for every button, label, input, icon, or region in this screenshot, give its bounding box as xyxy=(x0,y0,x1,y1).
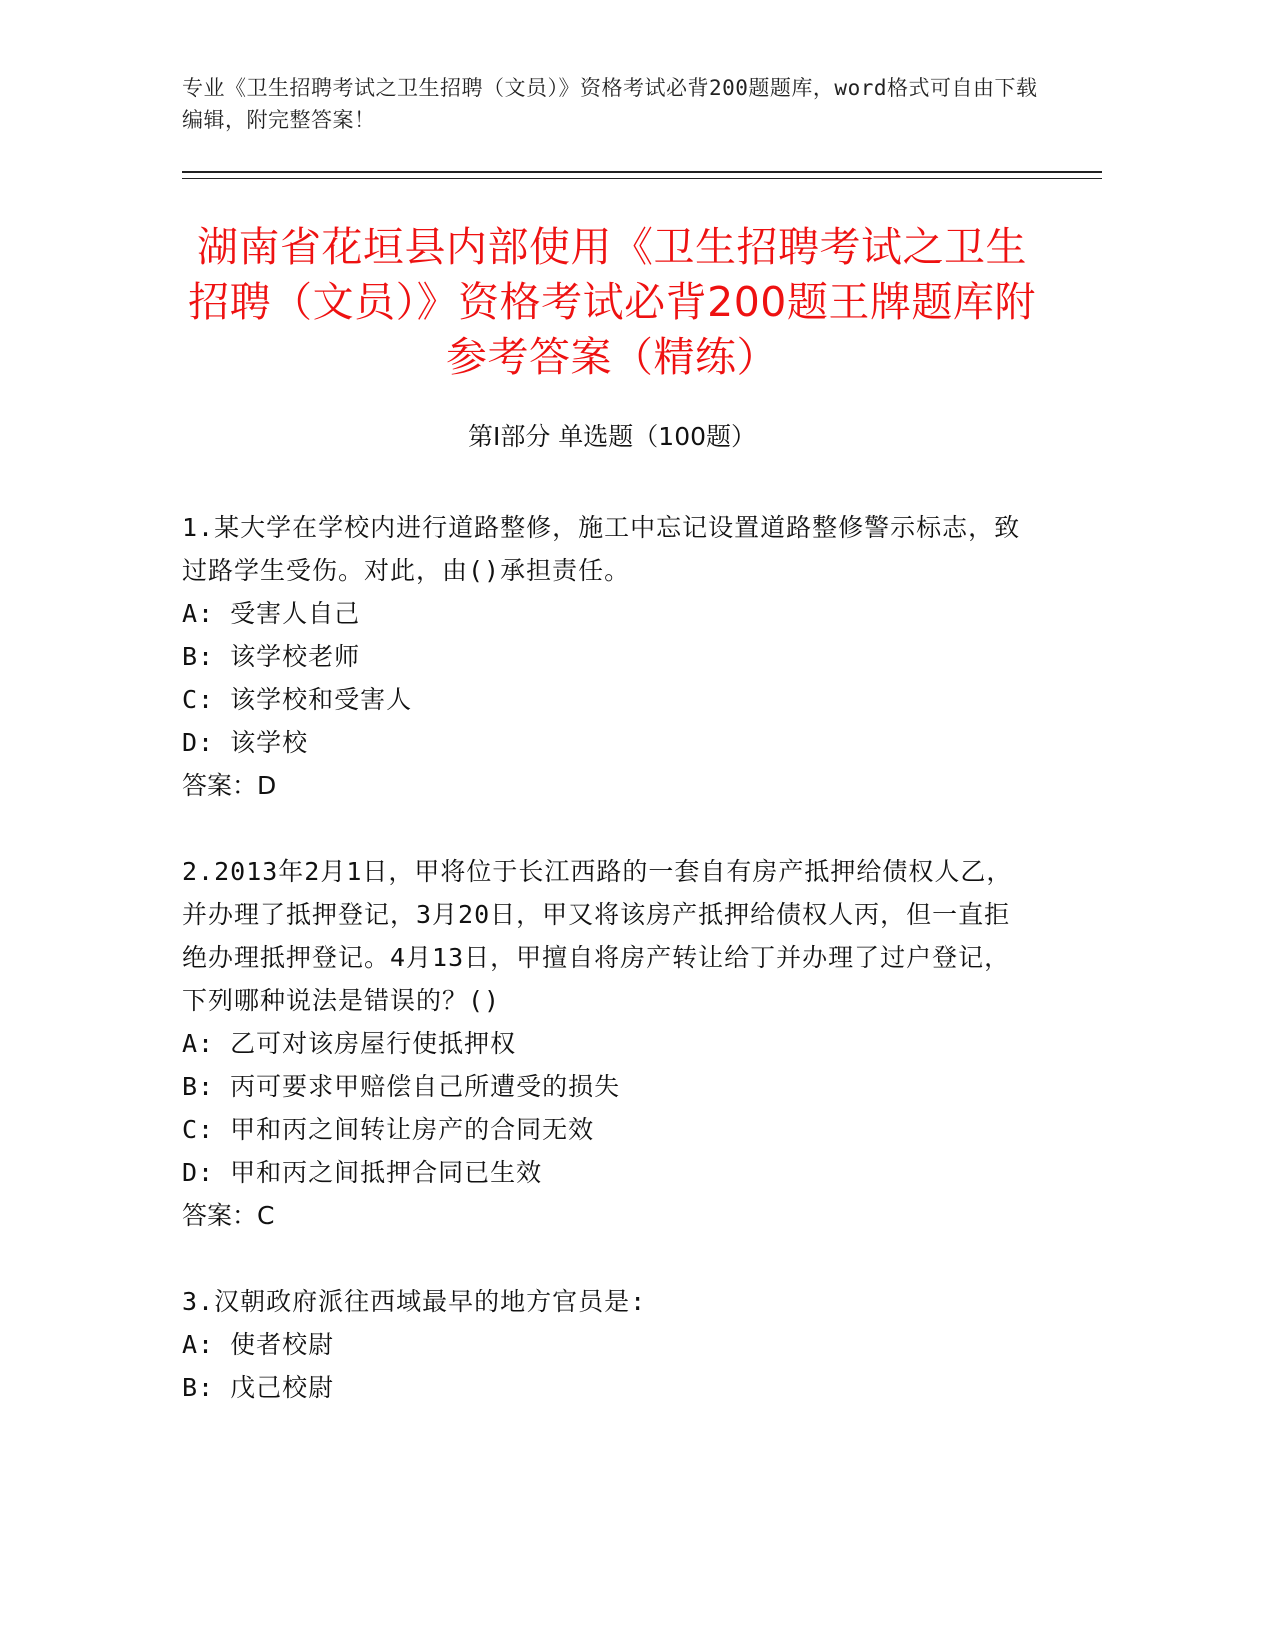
answer-line: 答案：D xyxy=(182,771,277,800)
option-a: A: 乙可对该房屋行使抵押权 xyxy=(182,1029,517,1058)
header-rule-thick xyxy=(182,171,1102,173)
question-3 xyxy=(182,1280,1032,1409)
option-d: D: 该学校 xyxy=(182,728,309,757)
option-c: C: 该学校和受害人 xyxy=(182,685,413,714)
section-title: 第Ⅰ部分 单选题（100题） xyxy=(467,422,757,451)
question-1 xyxy=(182,506,1032,807)
option-a: A: 受害人自己 xyxy=(182,599,361,628)
option-b: B: 戊己校尉 xyxy=(182,1373,335,1402)
question-stem: 2.2013年2月1日，甲将位于长江西路的一套自有房产抵押给债权人乙，并办理了抵押登记，3月20日，甲又将该房产抵押给债权人丙，但一直拒绝办理抵押登记。4月13日，甲擅自将房产转让给丁并办理了过户登记，下列哪种说法是错误的？() xyxy=(182,857,1013,1015)
option-d: D: 甲和丙之间抵押合同已生效 xyxy=(182,1158,543,1187)
header-rule-thin xyxy=(182,178,1102,179)
question-stem: 3.汉朝政府派往西域最早的地方官员是: xyxy=(182,1287,647,1316)
document-title: 湖南省花垣县内部使用《卫生招聘考试之卫生招聘（文员）》资格考试必背200题王牌题库附参考答案（精练） xyxy=(188,223,1036,381)
option-c: C: 甲和丙之间转让房产的合同无效 xyxy=(182,1115,595,1144)
question-list xyxy=(182,506,1032,1452)
header-note: 专业《卫生招聘考试之卫生招聘（文员）》资格考试必背200题题库，word格式可自由下载编辑，附完整答案！ xyxy=(182,76,1038,132)
question-2 xyxy=(182,850,1032,1237)
option-a: A: 使者校尉 xyxy=(182,1330,335,1359)
option-b: B: 该学校老师 xyxy=(182,642,361,671)
option-b: B: 丙可要求甲赔偿自己所遭受的损失 xyxy=(182,1072,621,1101)
answer-line: 答案：C xyxy=(182,1201,275,1230)
question-stem: 1.某大学在学校内进行道路整修，施工中忘记设置道路整修警示标志，致过路学生受伤。对此，由()承担责任。 xyxy=(182,513,1021,585)
